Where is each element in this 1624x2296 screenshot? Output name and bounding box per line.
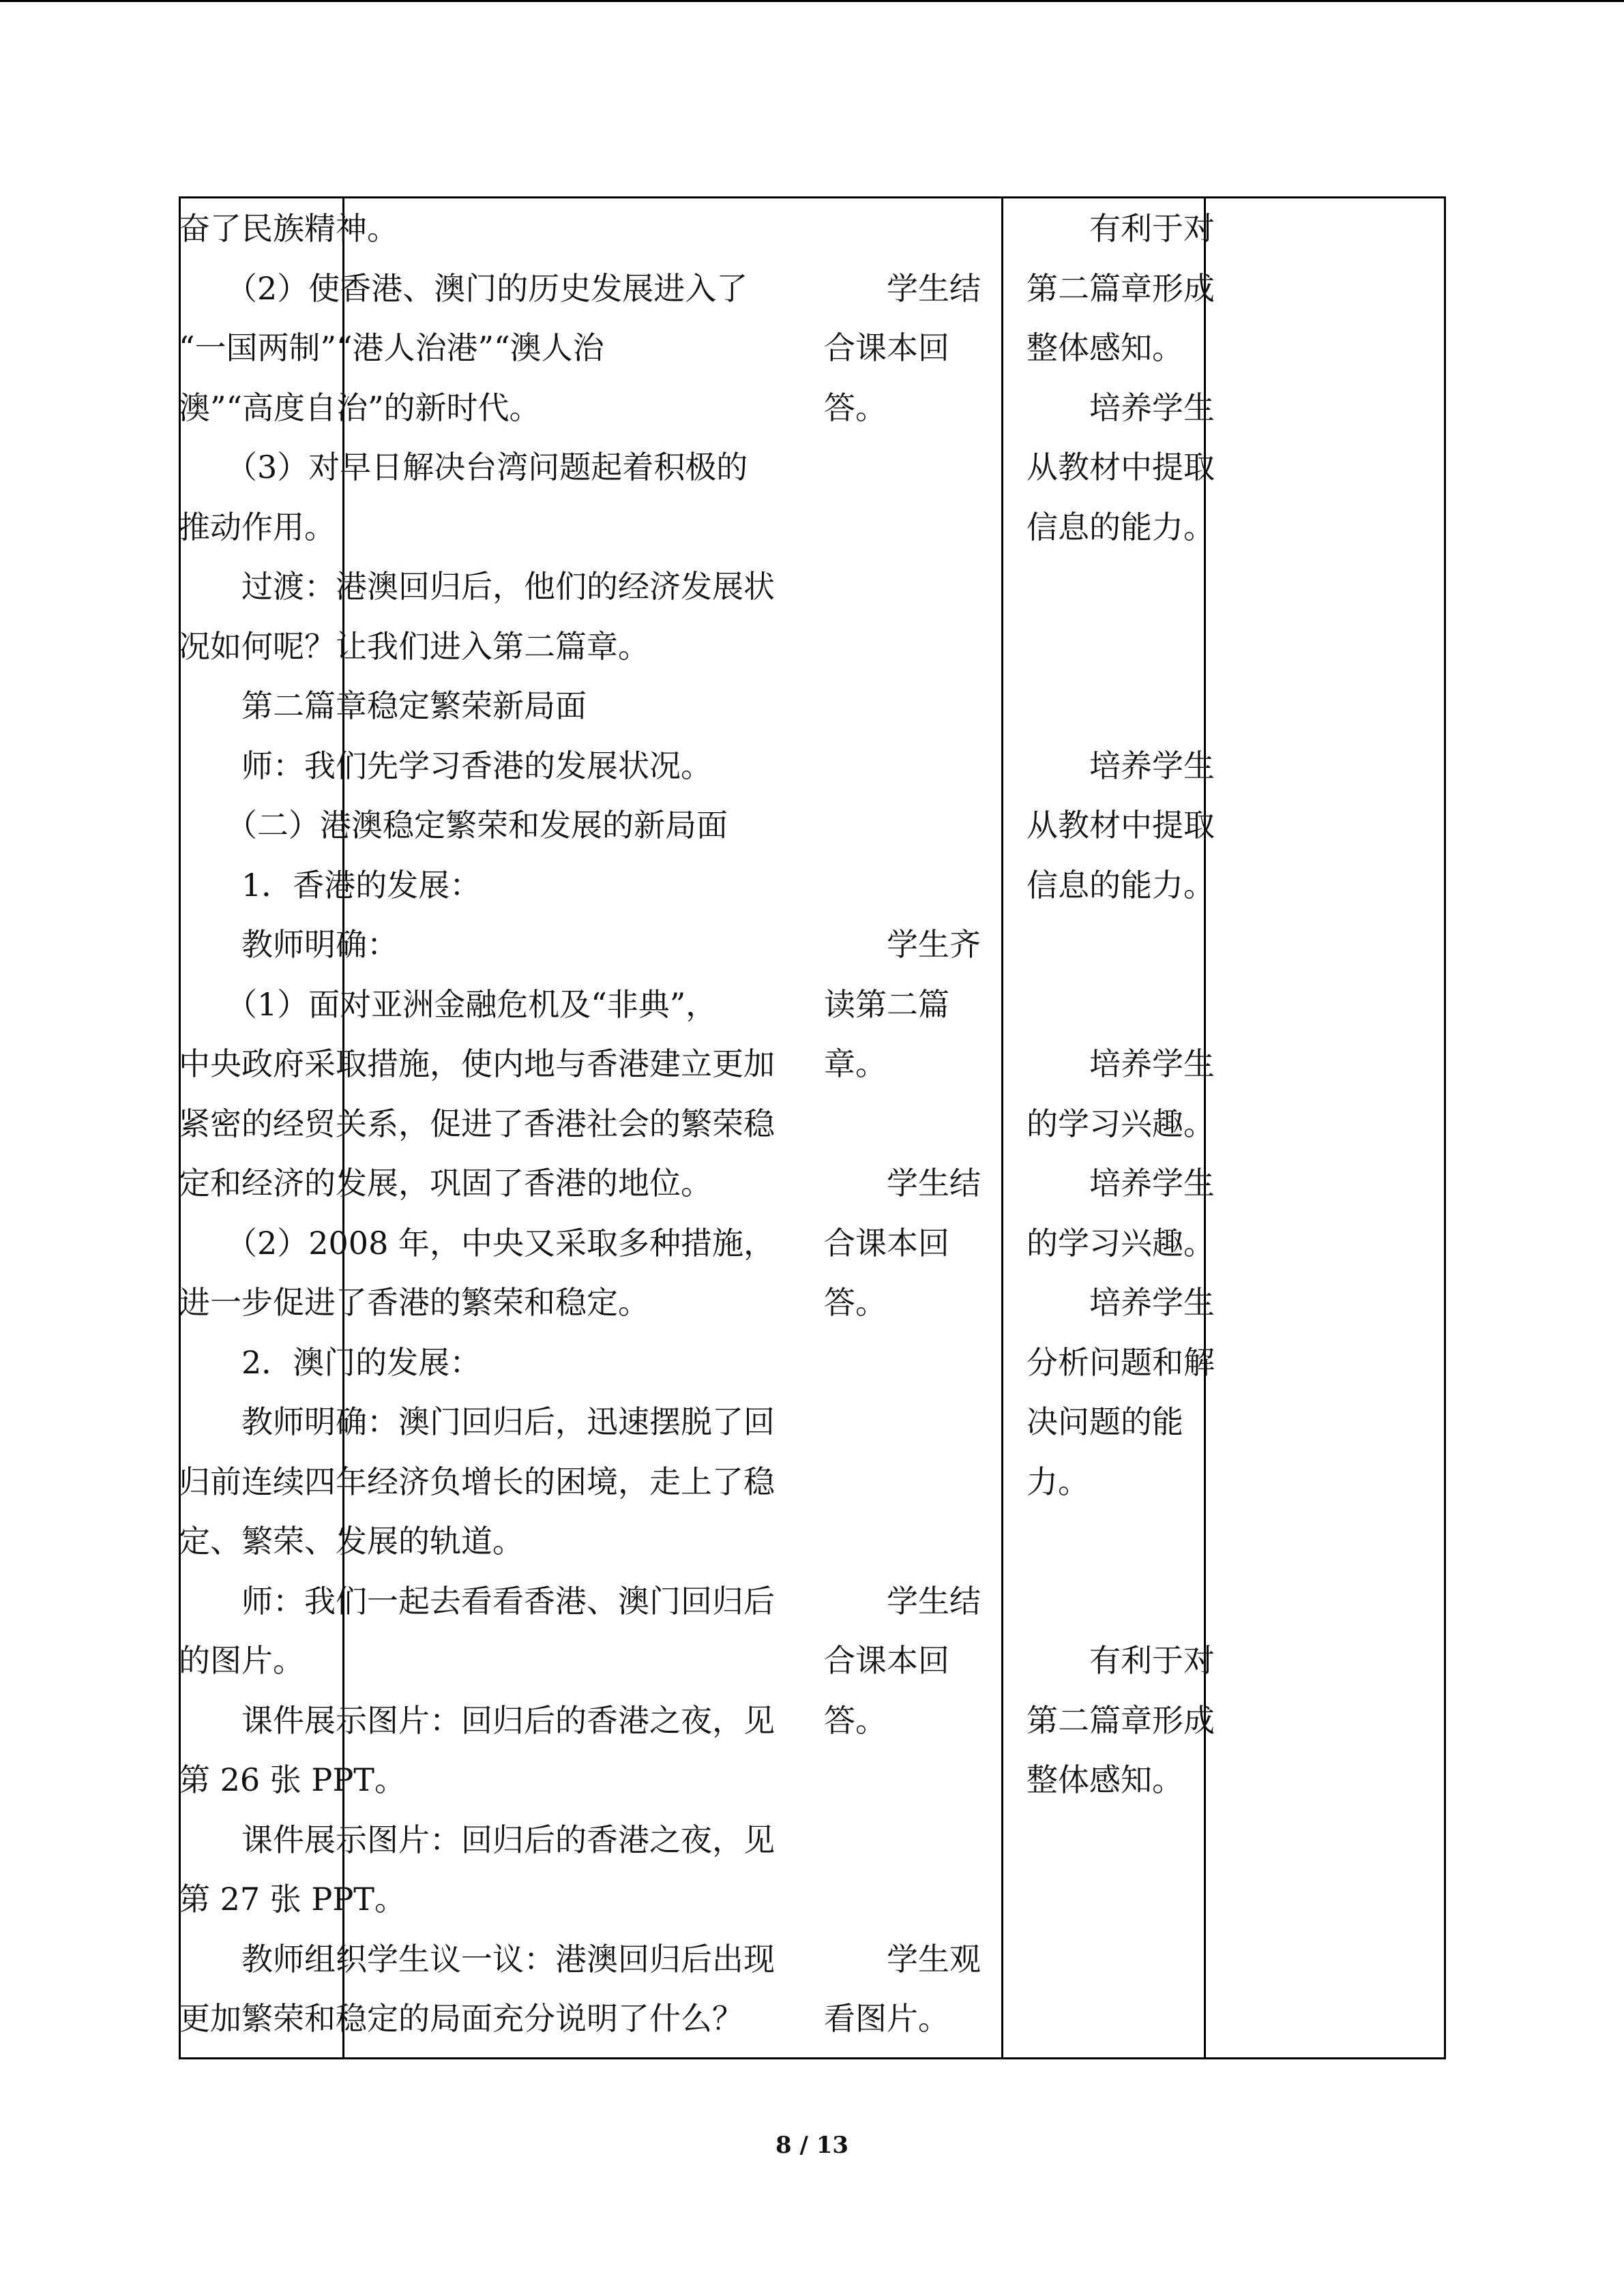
student-activity-line: 答。 <box>824 1284 887 1321</box>
content-line: （二）港澳稳定繁荣和发展的新局面 <box>179 807 728 844</box>
design-intent-line: 第二篇章形成 <box>1027 1701 1215 1739</box>
design-intent-line: 的学习兴趣。 <box>1027 1105 1215 1142</box>
content-line: 2．澳门的发展： <box>179 1343 482 1381</box>
student-activity-line <box>824 506 1018 566</box>
design-intent-line <box>1027 923 1258 983</box>
design-intent-column <box>1027 207 1258 2057</box>
design-intent-line: 分析问题和解 <box>1027 1343 1215 1381</box>
content-line: 进一步促进了香港的繁荣和稳定。 <box>179 1284 649 1321</box>
design-intent-line: 培养学生 <box>1027 1045 1215 1082</box>
design-intent-line: 信息的能力。 <box>1027 508 1215 546</box>
student-activity-line <box>824 1759 1018 1819</box>
page-number: 8 / 13 <box>775 2132 849 2159</box>
content-line: 师：我们先学习香港的发展状况。 <box>179 747 712 784</box>
design-intent-line <box>1027 1520 1258 1580</box>
content-line: （2）2008 年，中央又采取多种措施， <box>179 1224 775 1262</box>
student-activity-line: 答。 <box>824 389 887 426</box>
design-intent-line: 整体感知。 <box>1027 1761 1183 1798</box>
student-activity-line: 答。 <box>824 1701 887 1739</box>
content-line: 教师组织学生议一议：港澳回归后出现 <box>179 1940 775 1978</box>
student-activity-line <box>824 864 1018 924</box>
teaching-content-column <box>179 207 827 2057</box>
student-activity-column <box>824 207 1018 2057</box>
content-line: 1．香港的发展： <box>179 866 482 904</box>
design-intent-line: 从教材中提取 <box>1027 449 1215 486</box>
design-intent-line: 整体感知。 <box>1027 329 1183 366</box>
design-intent-line <box>1027 983 1258 1043</box>
student-activity-line: 学生结 <box>824 1582 981 1620</box>
design-intent-line <box>1027 1580 1258 1640</box>
design-intent-line: 第二篇章形成 <box>1027 269 1215 307</box>
student-activity-line <box>824 745 1018 805</box>
design-intent-line: 培养学生 <box>1027 747 1215 784</box>
design-intent-line: 决问题的能 <box>1027 1403 1183 1440</box>
student-activity-line: 章。 <box>824 1045 887 1082</box>
design-intent-line: 力。 <box>1027 1463 1089 1500</box>
student-activity-line <box>824 804 1018 864</box>
content-line: 定和经济的发展，巩固了香港的地位。 <box>179 1165 712 1202</box>
content-line: 澳”“高度自治”的新时代。 <box>179 389 541 426</box>
student-activity-line <box>824 1341 1018 1401</box>
content-line: 过渡：港澳回归后，他们的经济发展状 <box>179 568 775 605</box>
student-activity-line <box>824 625 1018 685</box>
student-activity-line <box>824 446 1018 506</box>
design-intent-line: 信息的能力。 <box>1027 866 1215 904</box>
student-activity-line: 学生结 <box>824 1165 981 1202</box>
content-line: 奋了民族精神。 <box>179 210 398 247</box>
design-intent-line: 的学习兴趣。 <box>1027 1224 1215 1262</box>
design-intent-line: 有利于对 <box>1027 210 1215 247</box>
design-intent-line: 培养学生 <box>1027 1165 1215 1202</box>
student-activity-line: 合课本回 <box>824 1224 949 1262</box>
student-activity-line <box>824 207 1018 267</box>
design-intent-line <box>1027 1997 1258 2057</box>
content-line: 第 27 张 PPT。 <box>179 1881 406 1918</box>
student-activity-line: 读第二篇 <box>824 985 949 1023</box>
student-activity-line: 学生结 <box>824 269 981 307</box>
student-activity-line <box>824 1520 1018 1580</box>
student-activity-line <box>824 565 1018 625</box>
design-intent-line: 有利于对 <box>1027 1642 1215 1679</box>
student-activity-line: 合课本回 <box>824 329 949 366</box>
top-border-line <box>0 0 1624 2</box>
content-line: 定、繁荣、发展的轨道。 <box>179 1523 524 1560</box>
design-intent-line: 从教材中提取 <box>1027 807 1215 844</box>
content-line: 中央政府采取措施，使内地与香港建立更加 <box>179 1045 775 1082</box>
design-intent-line: 培养学生 <box>1027 1284 1215 1321</box>
design-intent-line <box>1027 685 1258 745</box>
content-line: 课件展示图片：回归后的香港之夜，见 <box>179 1701 775 1739</box>
content-line: 第二篇章稳定繁荣新局面 <box>179 687 587 724</box>
student-activity-line <box>824 1103 1018 1163</box>
student-activity-line <box>824 1819 1018 1879</box>
student-activity-line <box>824 1401 1018 1461</box>
content-line: 紧密的经贸关系，促进了香港社会的繁荣稳 <box>179 1105 775 1142</box>
content-line: 归前连续四年经济负增长的困境，走上了稳 <box>179 1463 775 1500</box>
content-line: 课件展示图片：回归后的香港之夜，见 <box>179 1821 775 1858</box>
design-intent-line <box>1027 1938 1258 1998</box>
content-line: 况如何呢？让我们进入第二篇章。 <box>179 627 649 665</box>
student-activity-line <box>824 1878 1018 1938</box>
content-line: “一国两制”“港人治港”“澳人治 <box>179 329 604 366</box>
content-line: 更加繁荣和稳定的局面充分说明了什么？ <box>179 2000 743 2037</box>
content-line: 师：我们一起去看看香港、澳门回归后 <box>179 1582 775 1620</box>
content-line: 的图片。 <box>179 1642 304 1679</box>
student-activity-line: 学生齐 <box>824 926 981 963</box>
content-line: （3）对早日解决台湾问题起着积极的 <box>179 449 748 486</box>
design-intent-line <box>1027 1878 1258 1938</box>
design-intent-line <box>1027 625 1258 685</box>
design-intent-line <box>1027 1819 1258 1879</box>
content-line: 教师明确：澳门回归后，迅速摆脱了回 <box>179 1403 775 1440</box>
student-activity-line: 合课本回 <box>824 1642 949 1679</box>
content-line: 第 26 张 PPT。 <box>179 1761 406 1798</box>
content-line: 推动作用。 <box>179 508 336 546</box>
student-activity-line <box>824 1461 1018 1521</box>
content-line: （1）面对亚洲金融危机及“非典”， <box>179 985 718 1023</box>
student-activity-line: 看图片。 <box>824 2000 949 2037</box>
design-intent-line: 培养学生 <box>1027 389 1215 426</box>
student-activity-line <box>824 685 1018 745</box>
design-intent-line <box>1027 565 1258 625</box>
content-line: （2）使香港、澳门的历史发展进入了 <box>179 269 748 307</box>
content-line: 教师明确： <box>179 926 398 963</box>
student-activity-line: 学生观 <box>824 1940 981 1978</box>
